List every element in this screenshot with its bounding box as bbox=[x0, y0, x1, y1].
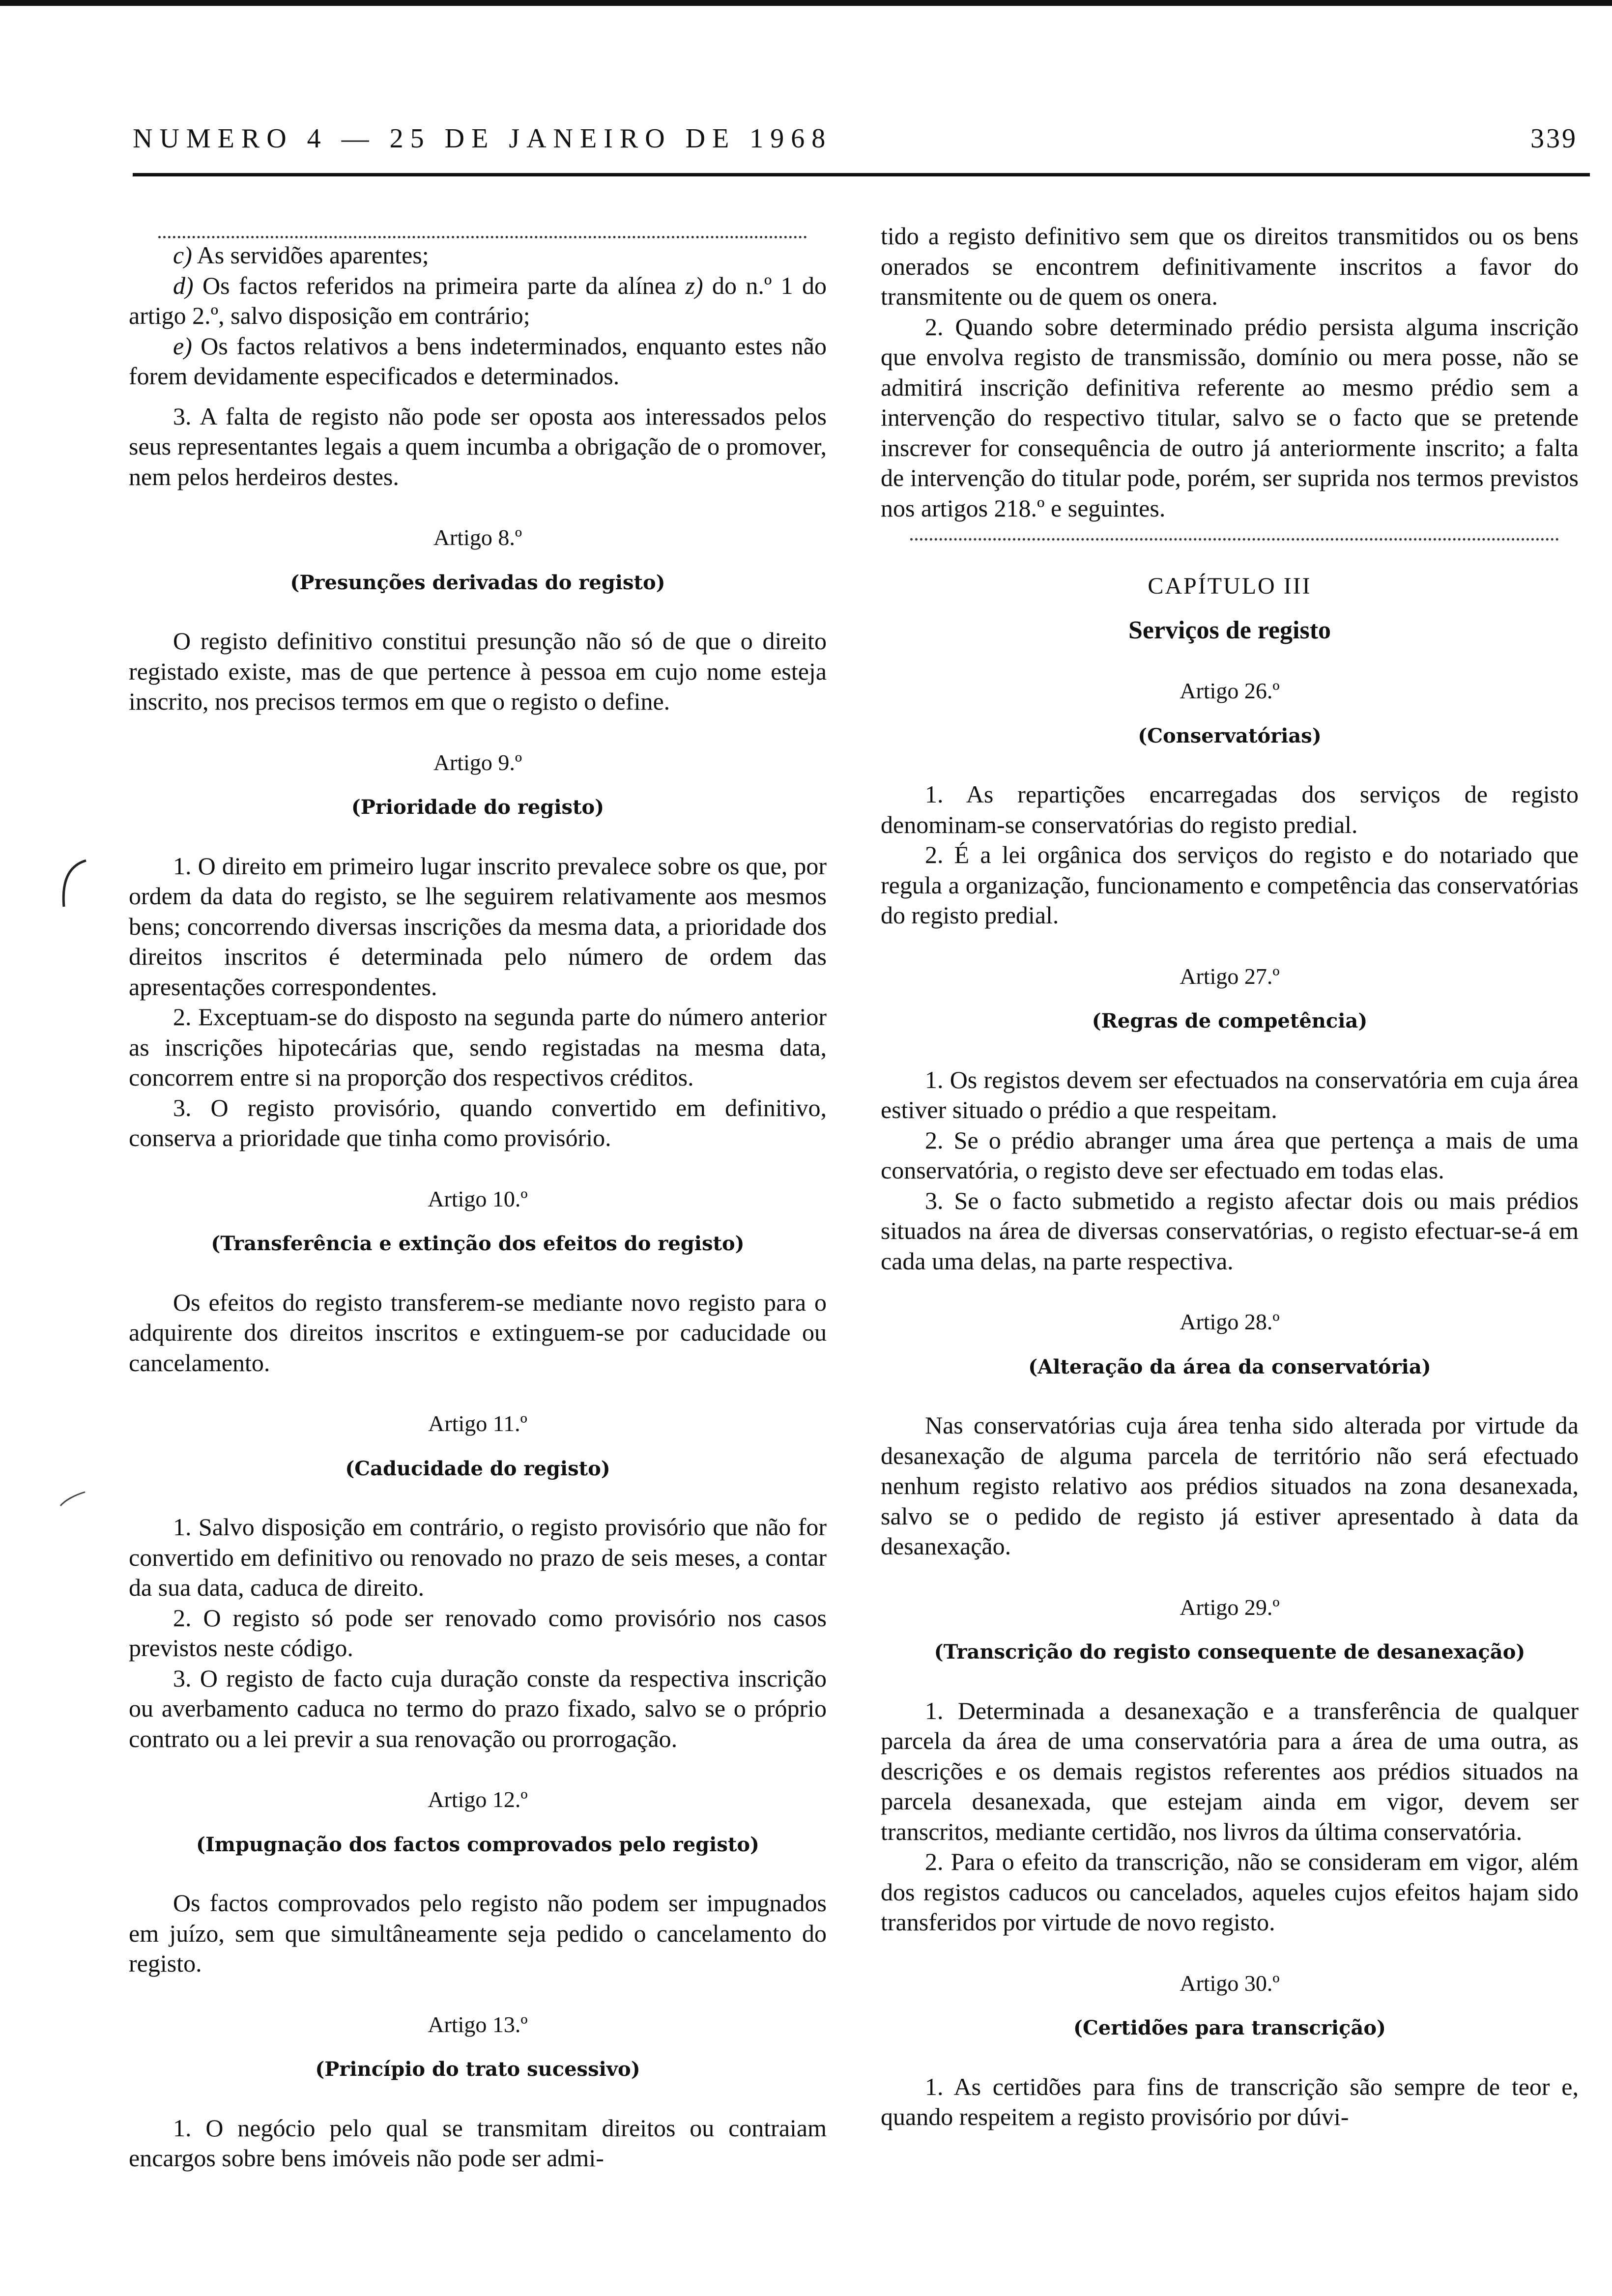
article-9-p2: 2. Exceptuam-se do disposto na segunda parte do número anterior as inscrições hipotecárias que, sendo registadas na mesma data, concorrem entre si na proporção dos respectivos créditos. bbox=[129, 1003, 827, 1091]
article-11-p2: 2. O registo só pode ser renovado como provisório nos casos previstos neste código. bbox=[129, 1604, 827, 1662]
omission-dots-right bbox=[910, 523, 1559, 541]
top-border bbox=[0, 0, 1612, 6]
article-29-title: (Transcrição do registo consequente de desanexação) bbox=[934, 1640, 1526, 1664]
article-27-p3: 3. Se o facto submetido a registo afectar dois ou mais prédios situados na área de diversas conservatórias, o registo efectuar-se-á em cada uma delas, na parte respectiva. bbox=[881, 1186, 1579, 1275]
article-27-p1: 1. Os registos devem ser efectuados na conservatória em cuja área estiver situado o prédio a que respeitam. bbox=[881, 1065, 1579, 1123]
article-28-title: (Alteração da área da conservatória) bbox=[1028, 1355, 1431, 1378]
article-10-text: Os efeitos do registo transferem-se mediante novo registo para o adquirente dos direitos inscritos e extinguem-se por caducidade ou cancelamento. bbox=[129, 1288, 827, 1377]
omission-dots bbox=[158, 221, 807, 238]
article-28-text: Nas conservatórias cuja área tenha sido alterada por virtude da desanexação de alguma parcela de território não será efectuado nenhum registo relativo aos prédios situados na zona desanexada, salvo se o pedido de registo já estiver apresentado à data da desanexação. bbox=[881, 1411, 1579, 1560]
article-30-heading: Artigo 30.º bbox=[1180, 1970, 1280, 1996]
article-13-p1: 1. O negócio pelo qual se transmitam direitos ou contraiam encargos sobre bens imóveis não pode ser admi- bbox=[129, 2114, 827, 2172]
article-8-title: (Presunções derivadas do registo) bbox=[290, 571, 665, 594]
article-26-heading: Artigo 26.º bbox=[1180, 678, 1280, 703]
article-28-heading: Artigo 28.º bbox=[1180, 1309, 1280, 1334]
chapter-title: Serviços de registo bbox=[1128, 616, 1331, 644]
item-c: c) As servidões aparentes; bbox=[173, 241, 429, 269]
article-29-p2: 2. Para o efeito da transcrição, não se consideram em vigor, além dos registos caducos ou cancelados, aqueles cujos efeitos hajam sido transferidos por virtude de novo registo. bbox=[881, 1848, 1579, 1936]
header-title: NUMERO 4 — 25 DE JANEIRO DE 1968 bbox=[133, 123, 833, 154]
article-13-title: (Princípio do trato sucessivo) bbox=[315, 2058, 640, 2081]
article-11-p1: 1. Salvo disposição em contrário, o registo provisório que não for convertido em definitivo ou renovado no prazo de seis meses, a contar da sua data, caduca de direito. bbox=[129, 1513, 827, 1601]
article-10-title: (Transferência e extinção dos efeitos do registo) bbox=[211, 1232, 745, 1255]
right-paragraph-2: 2. Quando sobre determinado prédio persista alguma inscrição que envolva registo de transmissão, domínio ou mera posse, não se admitirá inscrição definitiva referente ao mesmo prédio sem a intervenção do respectivo titular, salvo se o facto que se pretende inscrever for consequência de outro já anteriormente inscrito; a falta de intervenção do titular pode, porém, ser suprida nos termos previstos nos artigos 218.º e seguintes. bbox=[881, 313, 1579, 522]
article-11-heading: Artigo 11.º bbox=[428, 1411, 527, 1436]
article-29-p1: 1. Determinada a desanexação e a transferência de qualquer parcela da área de uma conservatória para a área de uma outra, as descrições e os demais registos referentes aos prédios situados na parcela desanexada, que estejam ainda em vigor, devem ser transcritos, mediante certidão, nos livros da última conservatória. bbox=[881, 1696, 1579, 1845]
article-8-heading: Artigo 8.º bbox=[433, 525, 522, 550]
right-column bbox=[881, 221, 1579, 2132]
article-11-title: (Caducidade do registo) bbox=[345, 1457, 610, 1480]
continuation-text: tido a registo definitivo sem que os direitos transmitidos ou os bens onerados se encontrem definitivamente inscritos a favor do transmitente ou de quem os onera. bbox=[881, 222, 1579, 310]
margin-mark-icon bbox=[59, 858, 88, 912]
article-29-heading: Artigo 29.º bbox=[1180, 1594, 1280, 1620]
article-27-title: (Regras de competência) bbox=[1092, 1009, 1368, 1033]
left-column bbox=[129, 221, 827, 2174]
article-12-heading: Artigo 12.º bbox=[428, 1787, 528, 1812]
article-30-p1: 1. As certidões para fins de transcrição são sempre de teor e, quando respeitem a registo provisório por dúvi- bbox=[881, 2072, 1579, 2130]
chapter-heading: CAPÍTULO III bbox=[1148, 573, 1312, 599]
article-11-p3: 3. O registo de facto cuja duração conste da respectiva inscrição ou averbamento caduca no termo do prazo fixado, salvo se o próprio contrato ou a lei previr a sua renovação ou prorrogação. bbox=[129, 1664, 827, 1752]
header-rule bbox=[133, 173, 1590, 176]
article-9-p3: 3. O registo provisório, quando convertido em definitivo, conserva a prioridade que tinha como provisório. bbox=[129, 1093, 827, 1151]
article-10-heading: Artigo 10.º bbox=[428, 1186, 528, 1211]
item-d: d) Os factos referidos na primeira parte da alínea z) do n.º 1 do artigo 2.º, salvo disposição em contrário; bbox=[129, 271, 827, 329]
article-12-text: Os factos comprovados pelo registo não podem ser impugnados em juízo, sem que simultâneamente seja pedido o cancelamento do registo. bbox=[129, 1889, 827, 1977]
article-27-heading: Artigo 27.º bbox=[1180, 963, 1280, 989]
article-9-heading: Artigo 9.º bbox=[433, 749, 522, 775]
article-26-p1: 1. As repartições encarregadas dos serviços de registo denominam-se conservatórias do registo predial. bbox=[881, 780, 1579, 838]
article-13-heading: Artigo 13.º bbox=[428, 2011, 528, 2037]
page-number: 339 bbox=[1530, 123, 1578, 154]
article-26-title: (Conservatórias) bbox=[1138, 724, 1322, 747]
margin-tick-icon bbox=[58, 1489, 87, 1509]
article-12-title: (Impugnação dos factos comprovados pelo registo) bbox=[196, 1833, 759, 1856]
page-header bbox=[133, 123, 1578, 162]
article-26-p2: 2. É a lei orgânica dos serviços do registo e do notariado que regula a organização, funcionamento e competência das conservatórias do registo predial. bbox=[881, 841, 1579, 929]
paragraph-3: 3. A falta de registo não pode ser oposta aos interessados pelos seus representantes legais a quem incumba a obrigação de o promover, nem pelos herdeiros destes. bbox=[129, 402, 827, 490]
article-27-p2: 2. Se o prédio abranger uma área que pertença a mais de uma conservatória, o registo deve ser efectuado em todas elas. bbox=[881, 1126, 1579, 1184]
article-8-text: O registo definitivo constitui presunção não só de que o direito registado existe, mas de que pertence à pessoa em cujo nome esteja inscrito, nos precisos termos em que o registo o define. bbox=[129, 627, 827, 715]
item-e: e) Os factos relativos a bens indeterminados, enquanto estes não forem devidamente especificados e determinados. bbox=[129, 332, 827, 390]
article-9-p1: 1. O direito em primeiro lugar inscrito prevalece sobre os que, por ordem da data do registo, se lhe seguirem relativamente aos mesmos bens; concorrendo diversas inscrições da mesma data, a prioridade dos direitos inscritos é determinada pelo número de ordem das apresentações correspondentes. bbox=[129, 852, 827, 1001]
article-30-title: (Certidões para transcrição) bbox=[1073, 2016, 1386, 2039]
article-9-title: (Prioridade do registo) bbox=[351, 796, 604, 819]
